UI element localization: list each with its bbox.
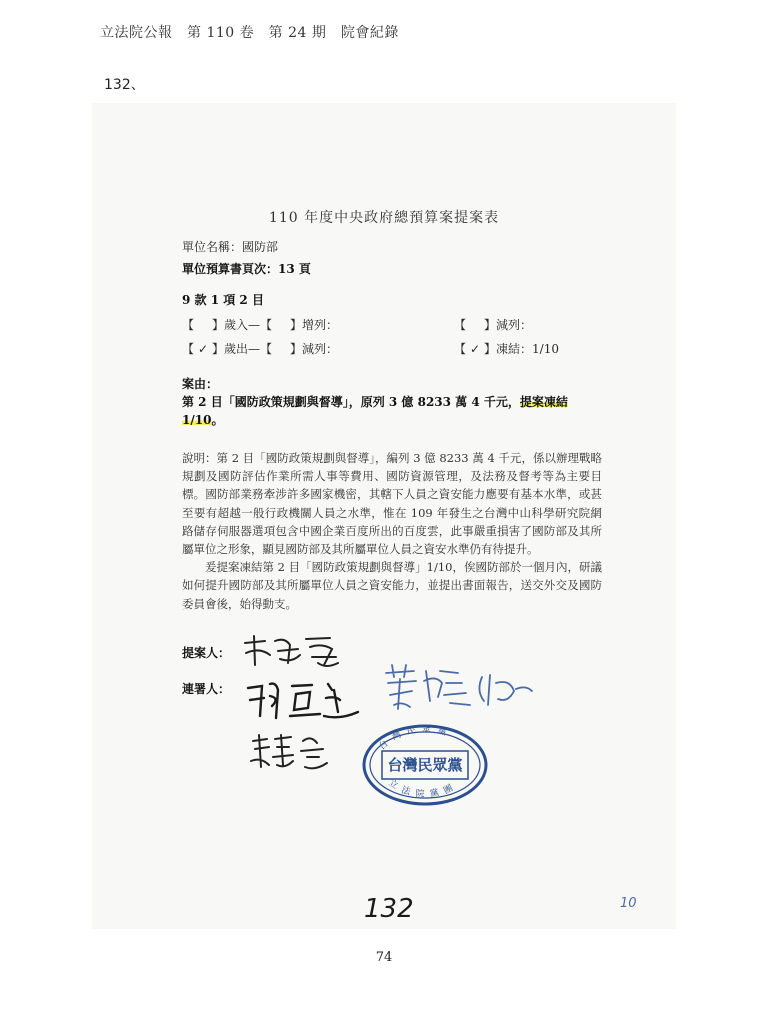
- reduce-label-2: 】減列：: [290, 342, 339, 356]
- description-paragraph-2: 爰提案凍結第 2 目「國防政策規劃與督導」1/10，俟國防部於一個月內，研議如何提升國防部及其所屬單位人員之資安能力，並提出書面報告，送交外交及國防委員會後，始得動支。: [182, 560, 602, 611]
- proposer-label: 提案人：: [182, 646, 231, 660]
- open-bracket: 【: [454, 342, 467, 356]
- case-heading: 案由：: [182, 377, 219, 391]
- cosigner-label: 連署人：: [182, 682, 231, 696]
- highlighted-text: 提案凍結: [519, 395, 568, 409]
- handwritten-corner-number: [618, 891, 648, 913]
- svg-text:132: 132: [364, 894, 414, 923]
- stamp-bottom-arc: 立法院黨團: [386, 778, 461, 800]
- check-mark-icon: ✓: [469, 342, 481, 356]
- running-header: 立法院公報 第 110 卷 第 24 期 院會紀錄: [100, 25, 399, 41]
- proposer-signature: [240, 633, 360, 673]
- increase-label: 】增列：: [290, 318, 339, 332]
- expenditure-option: [182, 340, 338, 357]
- party-stamp: [360, 723, 490, 807]
- description: [182, 449, 602, 613]
- stamp-center-text: 台灣民眾黨: [387, 756, 463, 774]
- cosigner-1-signature: [240, 676, 370, 726]
- open-bracket: 【: [454, 318, 467, 332]
- check-mark-icon: ✓: [197, 342, 209, 356]
- freeze-label: 】凍結：1/10: [484, 342, 559, 356]
- open-bracket: 【: [182, 342, 195, 356]
- reduce-option-1: [454, 316, 532, 333]
- budget-item: 9 款 1 項 2 目: [182, 293, 264, 307]
- form-title: 110 年度中央政府總預算案提案表: [268, 210, 500, 226]
- stamp-top-arc: 台灣民眾黨: [377, 724, 454, 753]
- handwritten-page-number: [360, 891, 422, 923]
- page-number: 74: [375, 950, 393, 965]
- case-line-1: 第 2 目「國防政策規劃與督導」，原列 3 億 8233 萬 4 千元，提案凍結: [182, 395, 568, 409]
- highlighted-text: 1/10: [182, 413, 212, 427]
- scanned-proposal-form: [92, 103, 676, 929]
- revenue-option: [182, 316, 338, 333]
- svg-text:10: 10: [620, 896, 637, 911]
- item-number: 132、: [104, 77, 145, 93]
- open-bracket: 【: [182, 318, 195, 332]
- unit-name: 單位名稱：國防部: [182, 240, 279, 254]
- revenue-label: 】歲入—【: [212, 318, 273, 332]
- description-paragraph-1: 說明：第 2 目「國防政策規劃與督導」，編列 3 億 8233 萬 4 千元，係以辦理戰略規劃及國防評估作業所需人事等費用、國防資源管理，及法務及督考等為主要目標。國防部業務牽涉許多國家機密，其轄下人員之資安能力應要有基本水準，或甚至要有超越一般行政機關人員之水準，惟在 109 年發生之台灣中山科學研究院網路儲存伺服器選項包含中國企業百度所出的百度雲，此事嚴重損害了國防部及其所屬單位之形象，顯見國防部及其所屬單位人員之資安水準仍有待提升。: [182, 451, 602, 557]
- freeze-option: [454, 340, 559, 357]
- expenditure-label: 】歲出—【: [212, 342, 273, 356]
- reduce-label-1: 】減列：: [484, 318, 533, 332]
- cosigner-3-signature: [247, 731, 347, 773]
- budget-page: 單位預算書頁次：13 頁: [182, 262, 311, 276]
- cosigner-2-signature: [380, 661, 540, 716]
- case-line-2: 1/10。: [182, 413, 224, 427]
